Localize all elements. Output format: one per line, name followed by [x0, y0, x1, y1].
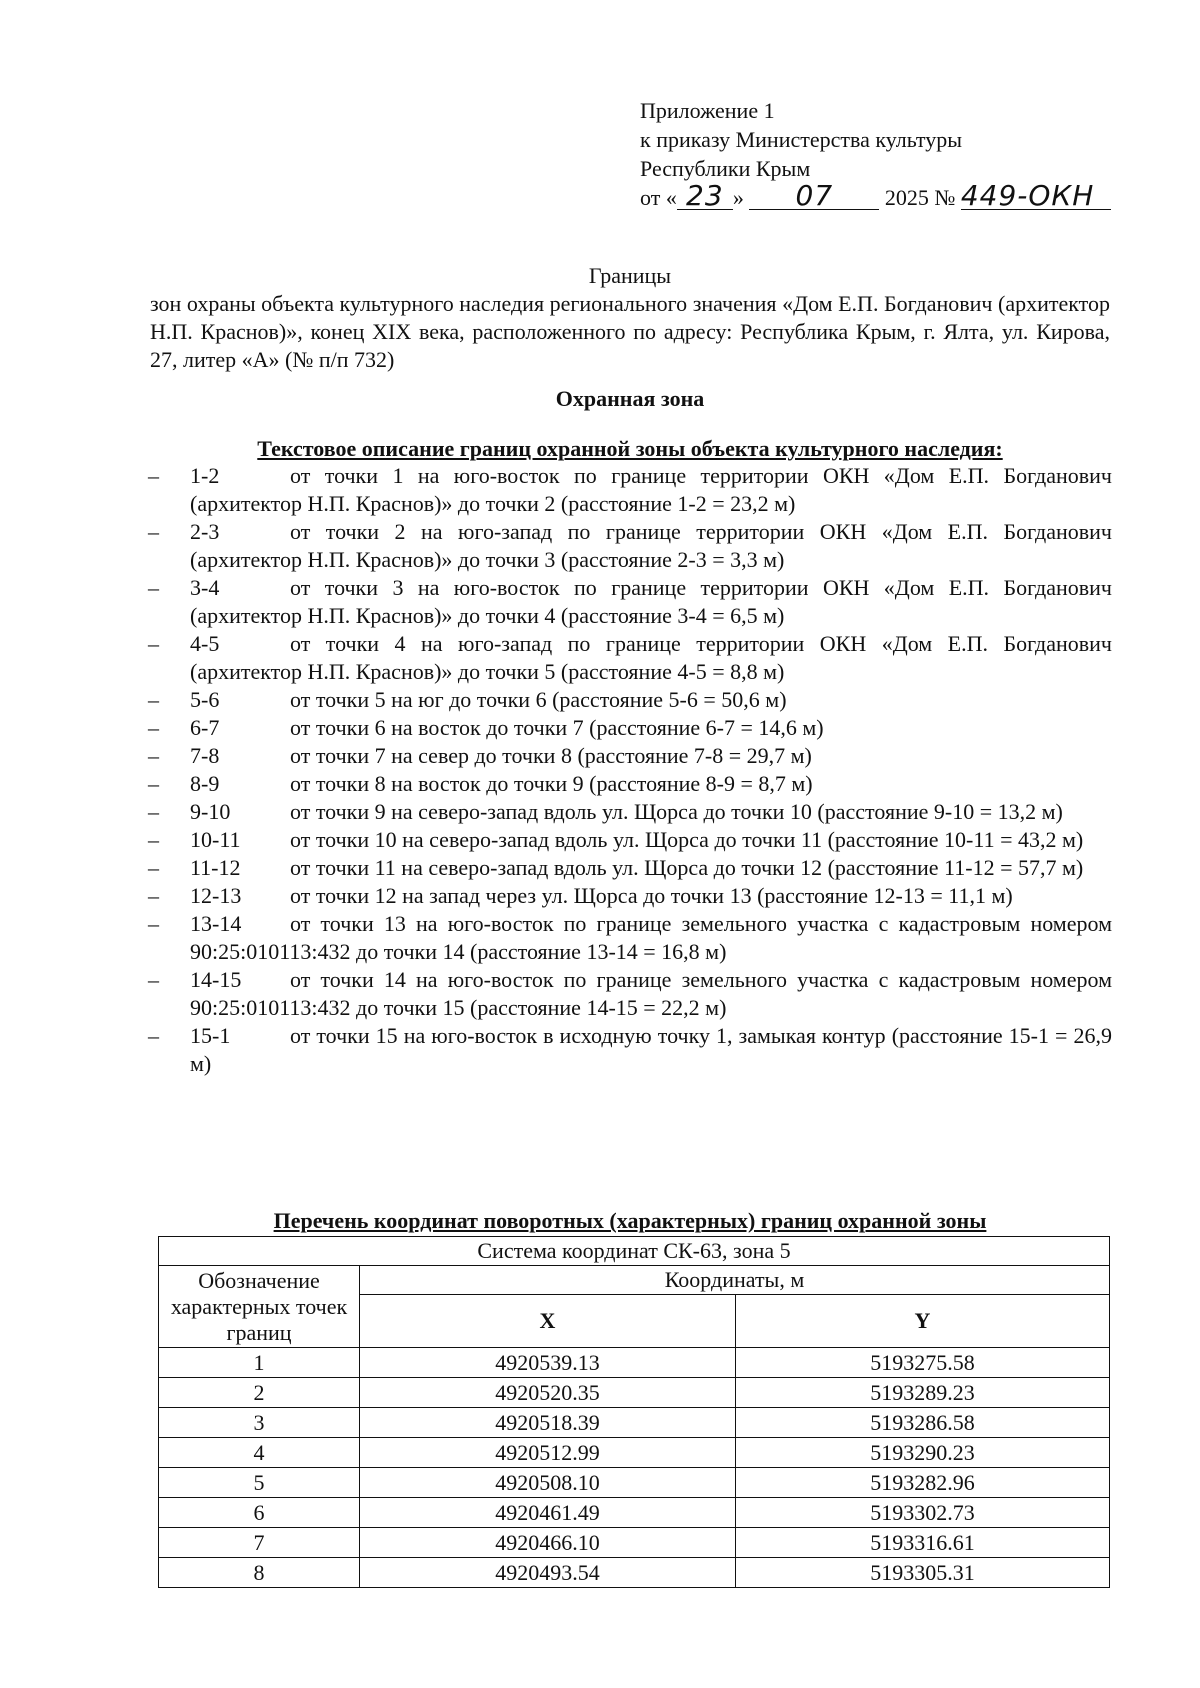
cell-y: 5193282.96 [736, 1468, 1110, 1498]
cell-point: 8 [159, 1558, 360, 1588]
year-number-label: 2025 № [884, 185, 956, 210]
y-column-header: Y [736, 1295, 1110, 1348]
segment-code: 8-9 [190, 771, 220, 796]
list-dash: – [148, 463, 159, 488]
order-date-line [640, 179, 1111, 212]
boundary-segment-item [148, 910, 1112, 966]
list-dash: – [148, 911, 159, 936]
appendix-header [640, 96, 1111, 212]
boundary-segment-item [148, 714, 1112, 742]
segment-code: 4-5 [190, 631, 220, 656]
cell-y: 5193316.61 [736, 1528, 1110, 1558]
segment-description: от точки 10 на северо-запад вдоль ул. Щорса до точки 11 (расстояние 10-11 = 43,2 м) [290, 827, 1084, 852]
list-dash: – [148, 771, 159, 796]
segment-code: 3-4 [190, 575, 220, 600]
segment-code: 15-1 [190, 1023, 231, 1048]
coordinates-table-body [159, 1348, 1110, 1588]
boundary-segment-item [148, 854, 1112, 882]
segment-code: 12-13 [190, 883, 242, 908]
segment-code: 13-14 [190, 911, 242, 936]
segment-code: 14-15 [190, 967, 242, 992]
order-reference: к приказу Министерства культуры [640, 127, 963, 152]
segment-code: 7-8 [190, 743, 220, 768]
boundary-segment-item [148, 1022, 1112, 1078]
cell-point: 6 [159, 1498, 360, 1528]
list-dash: – [148, 827, 159, 852]
section-title: Охранная зона [555, 386, 705, 411]
cell-x: 4920466.10 [360, 1528, 736, 1558]
table-row [159, 1468, 1110, 1498]
cell-point: 2 [159, 1378, 360, 1408]
segment-code: 11-12 [190, 855, 241, 880]
segment-description: от точки 13 на юго-восток по границе земельного участка с кадастровым номером 90:25:010113:432 до точки 14 (расстояние 13-14 = 16,8 м) [190, 911, 1112, 964]
list-dash: – [148, 743, 159, 768]
boundary-segment-item [148, 574, 1112, 630]
list-dash: – [148, 575, 159, 600]
segment-description: от точки 3 на юго-восток по границе территории ОКН «Дом Е.П. Богданович (архитектор Н.П. Краснов)» до точки 4 (расстояние 3-4 = 6,5 м) [190, 575, 1112, 628]
coordinate-system-header: Система координат СК-63, зона 5 [159, 1237, 1110, 1266]
cell-y: 5193305.31 [736, 1558, 1110, 1588]
segment-description: от точки 2 на юго-запад по границе территории ОКН «Дом Е.П. Богданович (архитектор Н.П. Краснов)» до точки 3 (расстояние 2-3 = 3,3 м) [190, 519, 1112, 572]
cell-point: 7 [159, 1528, 360, 1558]
segment-description: от точки 6 на восток до точки 7 (расстояние 6-7 = 14,6 м) [290, 715, 824, 740]
segment-code: 9-10 [190, 799, 231, 824]
cell-point: 3 [159, 1408, 360, 1438]
segment-code: 1-2 [190, 463, 220, 488]
cell-point: 1 [159, 1348, 360, 1378]
boundary-segment-item [148, 742, 1112, 770]
boundary-segment-item [148, 518, 1112, 574]
list-dash: – [148, 631, 159, 656]
segment-code: 5-6 [190, 687, 220, 712]
boundary-segment-item [148, 882, 1112, 910]
table-row [159, 1498, 1110, 1528]
table-row [159, 1558, 1110, 1588]
table-row [159, 1528, 1110, 1558]
handwritten-month: 07 [749, 183, 879, 210]
table-row [159, 1378, 1110, 1408]
appendix-label: Приложение 1 [640, 98, 775, 123]
cell-y: 5193302.73 [736, 1498, 1110, 1528]
point-designation-header: Обозначение характерных точек границ [159, 1266, 360, 1348]
list-dash: – [148, 1023, 159, 1048]
list-dash: – [148, 519, 159, 544]
boundary-segment-item [148, 966, 1112, 1022]
coordinates-table-title: Перечень координат поворотных (характерных) границ охранной зоны [273, 1208, 987, 1233]
list-dash: – [148, 967, 159, 992]
handwritten-day: 23 [677, 183, 733, 210]
segment-description: от точки 12 на запад через ул. Щорса до точки 13 (расстояние 12-13 = 11,1 м) [290, 883, 1013, 908]
boundary-segment-item [148, 826, 1112, 854]
segment-description: от точки 4 на юго-запад по границе территории ОКН «Дом Е.П. Богданович (архитектор Н.П. Краснов)» до точки 5 (расстояние 4-5 = 8,8 м) [190, 631, 1112, 684]
segment-code: 6-7 [190, 715, 220, 740]
text-description-title: Текстовое описание границ охранной зоны объекта культурного наследия: [257, 436, 1003, 461]
list-dash: – [148, 715, 159, 740]
boundary-segment-item [148, 798, 1112, 826]
boundary-segment-item [148, 686, 1112, 714]
boundary-segment-list [148, 462, 1112, 1078]
cell-x: 4920518.39 [360, 1408, 736, 1438]
cell-x: 4920461.49 [360, 1498, 736, 1528]
list-dash: – [148, 855, 159, 880]
cell-y: 5193286.58 [736, 1408, 1110, 1438]
segment-description: от точки 1 на юго-восток по границе территории ОКН «Дом Е.П. Богданович (архитектор Н.П. Краснов)» до точки 2 (расстояние 1-2 = 23,2 м) [190, 463, 1112, 516]
list-dash: – [148, 687, 159, 712]
segment-description: от точки 11 на северо-запад вдоль ул. Щорса до точки 12 (расстояние 11-12 = 57,7 м) [290, 855, 1084, 880]
table-row [159, 1438, 1110, 1468]
segment-description: от точки 5 на юг до точки 6 (расстояние 5-6 = 50,6 м) [290, 687, 787, 712]
list-dash: – [148, 883, 159, 908]
cell-x: 4920512.99 [360, 1438, 736, 1468]
segment-code: 10-11 [190, 827, 241, 852]
boundary-segment-item [148, 770, 1112, 798]
segment-description: от точки 7 на север до точки 8 (расстояние 7-8 = 29,7 м) [290, 743, 812, 768]
date-prefix: от « [640, 185, 677, 210]
date-mid: » [732, 185, 744, 210]
table-row [159, 1408, 1110, 1438]
republic-name: Республики Крым [640, 156, 811, 181]
cell-point: 4 [159, 1438, 360, 1468]
document-description: зон охраны объекта культурного наследия регионального значения «Дом Е.П. Богданович (архитектор Н.П. Краснов)», конец XIX века, расположенного по адресу: Республика Крым, г. Ялта, ул. Кирова, 27, литер «А» (№ п/п 732) [150, 291, 1110, 372]
cell-x: 4920493.54 [360, 1558, 736, 1588]
segment-description: от точки 8 на восток до точки 9 (расстояние 8-9 = 8,7 м) [290, 771, 813, 796]
boundary-segment-item [148, 462, 1112, 518]
segment-description: от точки 15 на юго-восток в исходную точку 1, замыкая контур (расстояние 15-1 = 26,9 м) [190, 1023, 1112, 1076]
segment-description: от точки 9 на северо-запад вдоль ул. Щорса до точки 10 (расстояние 9-10 = 13,2 м) [290, 799, 1063, 824]
coordinates-header: Координаты, м [360, 1266, 1110, 1295]
cell-point: 5 [159, 1468, 360, 1498]
boundary-segment-item [148, 630, 1112, 686]
handwritten-order-number: 449-ОКН [961, 183, 1111, 210]
document-heading: Границы [588, 263, 672, 288]
table-row [159, 1348, 1110, 1378]
cell-x: 4920539.13 [360, 1348, 736, 1378]
cell-y: 5193290.23 [736, 1438, 1110, 1468]
segment-description: от точки 14 на юго-восток по границе земельного участка с кадастровым номером 90:25:010113:432 до точки 15 (расстояние 14-15 = 22,2 м) [190, 967, 1112, 1020]
cell-x: 4920520.35 [360, 1378, 736, 1408]
segment-code: 2-3 [190, 519, 220, 544]
cell-y: 5193275.58 [736, 1348, 1110, 1378]
cell-y: 5193289.23 [736, 1378, 1110, 1408]
x-column-header: X [360, 1295, 736, 1348]
cell-x: 4920508.10 [360, 1468, 736, 1498]
coordinates-table [158, 1236, 1110, 1588]
list-dash: – [148, 799, 159, 824]
